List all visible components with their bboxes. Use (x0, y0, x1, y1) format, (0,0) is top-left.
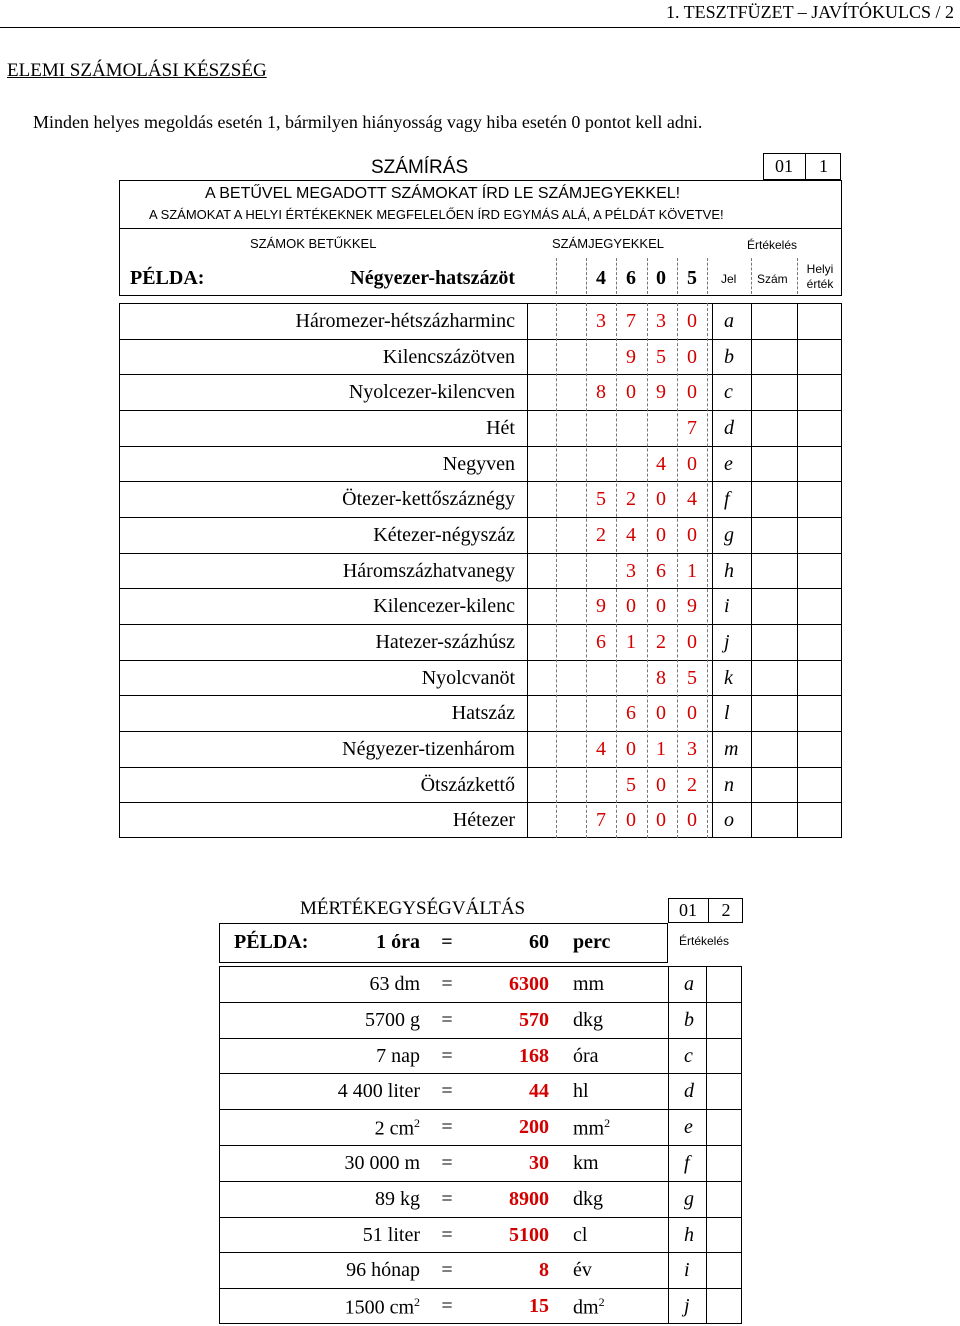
row-divider (119, 695, 842, 696)
answer-value: 200 (519, 1116, 549, 1139)
answer-digit: 9 (596, 595, 606, 618)
row-letter: j (724, 631, 730, 654)
equals-sign: = (441, 1044, 453, 1067)
row-divider (119, 553, 842, 554)
source-quantity (270, 1188, 420, 1211)
task2-num: 2 (721, 900, 731, 920)
row-divider (119, 588, 842, 589)
col-digits-header: SZÁMJEGYEKKEL (552, 236, 664, 251)
row-divider (119, 624, 842, 625)
source-value: 1500 cm (344, 1296, 414, 1319)
example-digit: 5 (687, 267, 697, 289)
source-value: 30 000 m (344, 1152, 420, 1174)
task1-num: 1 (819, 156, 828, 176)
answer-digit: 4 (656, 452, 666, 475)
column-line (751, 303, 752, 838)
number-in-words: Háromezer-hétszázharminc (295, 310, 515, 332)
row-letter: a (684, 973, 694, 995)
target-unit-text: mm (573, 973, 605, 995)
number-in-words: Nyolcezer-kilencven (348, 381, 515, 404)
answer-digit: 8 (656, 666, 666, 689)
answer-digit: 2 (626, 488, 636, 511)
answer-digit: 0 (626, 595, 636, 618)
answer-digit: 3 (687, 738, 697, 761)
row-letter: c (684, 1044, 693, 1067)
answer-value: 5100 (509, 1223, 549, 1246)
source-quantity (270, 1295, 420, 1320)
task1-title: SZÁMÍRÁS (371, 157, 469, 178)
row-divider (119, 660, 842, 661)
number-in-words: Hatszáz (451, 702, 515, 725)
target-unit-text: dkg (573, 1187, 603, 1210)
col-words-header: SZÁMOK BETŰKKEL (250, 236, 377, 251)
source-exponent: 2 (414, 1295, 420, 1310)
answer-digit: 0 (656, 524, 666, 547)
row-letter: c (724, 381, 733, 404)
target-unit (573, 1116, 610, 1141)
number-in-words: Kétezer-négyszáz (373, 524, 515, 547)
equals-sign: = (441, 1223, 453, 1246)
target-unit-text: dkg (573, 1008, 603, 1031)
row-divider (119, 767, 842, 768)
col-helyi-header (802, 262, 838, 292)
row-letter: b (684, 1008, 694, 1031)
column-line (712, 303, 713, 838)
answer-digit: 6 (656, 559, 666, 582)
target-unit-text: hl (573, 1080, 589, 1103)
source-value: 7 nap (376, 1044, 420, 1067)
target-unit (573, 1259, 592, 1282)
task2-example-unit: perc (573, 931, 611, 953)
answer-digit: 5 (687, 666, 697, 689)
col-szam-header: Szám (757, 272, 788, 286)
row-letter: b (724, 345, 734, 368)
row-divider (119, 410, 842, 411)
source-value: 63 dm (369, 973, 420, 995)
number-in-words: Hét (486, 417, 515, 439)
source-quantity (270, 1116, 420, 1141)
source-quantity (270, 1152, 420, 1175)
column-line (706, 966, 707, 1324)
number-in-words: Kilencszázötven (382, 345, 515, 368)
source-quantity (270, 1045, 420, 1068)
answer-digit: 0 (687, 452, 697, 475)
column-line (527, 303, 528, 838)
number-in-words: Háromszázhatvanegy (342, 559, 515, 582)
row-letter: m (724, 738, 739, 761)
row-letter: d (684, 1080, 694, 1103)
digit-column-line (677, 303, 678, 838)
equals-sign: = (441, 1008, 453, 1031)
example-digit: 6 (626, 267, 636, 289)
target-unit-text: km (573, 1152, 599, 1174)
target-unit (573, 1009, 603, 1032)
answer-digit: 1 (687, 559, 697, 582)
source-quantity (270, 1224, 420, 1247)
example-digit: 0 (656, 267, 666, 289)
task2-eval-header: Értékelés (679, 934, 730, 948)
answer-digit: 0 (656, 773, 666, 796)
answer-digit: 4 (687, 488, 697, 511)
col-helyi-line2: érték (806, 277, 834, 291)
row-divider (119, 374, 842, 375)
target-unit (573, 973, 604, 996)
answer-digit: 0 (687, 524, 697, 547)
target-unit-text: cl (573, 1223, 588, 1246)
row-divider (119, 517, 842, 518)
answer-digit: 9 (626, 345, 636, 368)
row-letter: g (724, 524, 734, 547)
answer-digit: 0 (687, 702, 697, 725)
row-letter: k (724, 666, 733, 689)
source-value: 4 400 liter (337, 1080, 420, 1103)
row-letter: i (684, 1259, 690, 1282)
equals-sign: = (441, 1295, 453, 1318)
row-letter: l (724, 702, 730, 725)
answer-digit: 1 (626, 631, 636, 654)
number-in-words: Hatezer-százhúsz (375, 631, 515, 654)
answer-digit: 7 (687, 417, 697, 439)
row-letter: a (724, 310, 734, 332)
number-in-words: Hétezer (452, 809, 515, 832)
target-unit (573, 1224, 587, 1247)
answer-digit: 3 (626, 559, 636, 582)
column-line (668, 966, 669, 1324)
answer-digit: 5 (656, 345, 666, 368)
row-divider (219, 1217, 742, 1218)
col-eval-header: Értékelés (747, 238, 798, 252)
row-divider (119, 481, 842, 482)
target-unit (573, 1045, 599, 1068)
equals-sign: = (441, 973, 453, 995)
target-unit-exponent: 2 (598, 1295, 605, 1310)
answer-digit: 5 (626, 773, 636, 796)
source-value: 89 kg (375, 1187, 420, 1210)
answer-digit: 9 (656, 381, 666, 404)
source-exponent: 2 (414, 1116, 420, 1131)
answer-digit: 0 (687, 631, 697, 654)
target-unit-text: mm (573, 1117, 605, 1140)
answer-value: 570 (519, 1008, 549, 1031)
source-value: 5700 g (365, 1008, 420, 1031)
source-value: 51 liter (362, 1223, 420, 1246)
row-divider (219, 1145, 742, 1146)
number-in-words: Ötszázkettő (420, 773, 515, 796)
intro-text: Minden helyes megoldás esetén 1, bármilyen hiányosság vagy hiba esetén 0 pontot kell adni. (33, 112, 703, 132)
answer-digit: 4 (596, 738, 606, 761)
source-quantity (270, 973, 420, 996)
number-in-words: Negyven (442, 452, 515, 475)
answer-digit: 2 (596, 524, 606, 547)
row-letter: f (724, 488, 730, 511)
number-in-words: Kilencezer-kilenc (373, 595, 515, 618)
row-letter: n (724, 773, 734, 796)
target-unit-exponent: 2 (604, 1116, 611, 1131)
equals-sign: = (441, 1152, 453, 1174)
answer-digit: 0 (687, 809, 697, 832)
digit-column-line (616, 303, 617, 838)
target-unit-text: év (573, 1259, 592, 1282)
answer-digit: 1 (656, 738, 666, 761)
digit-column-line (556, 303, 557, 838)
row-divider (119, 802, 842, 803)
answer-digit: 4 (626, 524, 636, 547)
row-divider (119, 446, 842, 447)
answer-digit: 0 (656, 595, 666, 618)
row-divider (219, 1002, 742, 1003)
row-letter: e (724, 452, 733, 475)
equals-sign: = (441, 1259, 453, 1282)
equals-sign: = (441, 1187, 453, 1210)
row-letter: h (724, 559, 734, 582)
target-unit (573, 1188, 603, 1211)
target-unit (573, 1080, 589, 1103)
answer-digit: 3 (596, 310, 606, 332)
answer-value: 15 (529, 1295, 549, 1318)
answer-digit: 0 (656, 702, 666, 725)
target-unit (573, 1152, 599, 1175)
answer-digit: 7 (626, 310, 636, 332)
answer-value: 6300 (509, 973, 549, 995)
task1-instruction-1: A BETŰVEL MEGADOTT SZÁMOKAT ÍRD LE SZÁMJEGYEKKEL! (205, 185, 681, 202)
source-quantity (270, 1009, 420, 1032)
source-value: 96 hónap (346, 1259, 420, 1282)
row-letter: j (684, 1295, 690, 1318)
answer-digit: 6 (626, 702, 636, 725)
answer-value: 168 (519, 1044, 549, 1067)
task2-example-value: 60 (529, 931, 549, 953)
row-divider (219, 1109, 742, 1110)
target-unit-text: dm (573, 1296, 599, 1319)
answer-digit: 3 (656, 310, 666, 332)
column-line (797, 303, 798, 838)
row-letter: o (724, 809, 734, 832)
row-letter: f (684, 1152, 690, 1174)
number-in-words: Ötezer-kettőszáznégy (342, 488, 515, 511)
answer-digit: 0 (687, 345, 697, 368)
row-divider (219, 1181, 742, 1182)
task2-title: MÉRTÉKEGYSÉGVÁLTÁS (300, 898, 526, 919)
task2-code: 01 (679, 900, 697, 920)
page-header: 1. TESZTFÜZET – JAVÍTÓKULCS / 2 (665, 2, 954, 22)
answer-digit: 2 (656, 631, 666, 654)
task2-example-left: 1 óra (376, 931, 420, 953)
answer-digit: 0 (656, 809, 666, 832)
answer-digit: 0 (687, 310, 697, 332)
example-digit: 4 (596, 267, 606, 289)
col-helyi-line1: Helyi (806, 262, 834, 276)
number-in-words: Nyolcvanöt (421, 666, 515, 689)
digit-column-line (586, 303, 587, 838)
answer-value: 8 (539, 1259, 549, 1282)
answer-value: 44 (529, 1080, 549, 1103)
answer-digit: 0 (687, 381, 697, 404)
answer-value: 30 (529, 1152, 549, 1174)
row-letter: i (724, 595, 730, 618)
task1-example-words: Négyezer-hatszázöt (350, 267, 515, 289)
row-letter: e (684, 1116, 693, 1139)
digit-column-line (647, 303, 648, 838)
row-divider (119, 339, 842, 340)
answer-value: 8900 (509, 1187, 549, 1210)
task1-example-label: PÉLDA: (130, 267, 205, 289)
equals-sign: = (441, 1080, 453, 1103)
row-divider (219, 1038, 742, 1039)
row-letter: h (684, 1223, 694, 1246)
answer-digit: 2 (687, 773, 697, 796)
task2-example-eq: = (441, 931, 453, 953)
target-unit (573, 1295, 605, 1320)
row-letter: d (724, 417, 734, 439)
answer-digit: 7 (596, 809, 606, 832)
row-divider (219, 1073, 742, 1074)
answer-digit: 0 (656, 488, 666, 511)
source-value: 2 cm (374, 1117, 414, 1140)
answer-digit: 0 (626, 738, 636, 761)
row-divider (219, 1252, 742, 1253)
task1-instruction-2: A SZÁMOKAT A HELYI ÉRTÉKEKNEK MEGFELELŐEN ÍRD EGYMÁS ALÁ, A PÉLDÁT KÖVETVE! (149, 207, 724, 222)
target-unit-text: óra (573, 1044, 599, 1067)
section-title: ELEMI SZÁMOLÁSI KÉSZSÉG (7, 60, 267, 81)
row-divider (119, 731, 842, 732)
col-jel-header: Jel (721, 272, 737, 286)
source-quantity (270, 1080, 420, 1103)
answer-digit: 8 (596, 381, 606, 404)
answer-digit: 0 (626, 381, 636, 404)
digit-column-line (707, 303, 708, 838)
task2-example-label: PÉLDA: (234, 931, 309, 953)
row-divider (219, 1288, 742, 1289)
number-in-words: Négyezer-tizenhárom (342, 738, 515, 761)
answer-digit: 9 (687, 595, 697, 618)
source-quantity (270, 1259, 420, 1282)
answer-digit: 0 (626, 809, 636, 832)
task1-code: 01 (775, 156, 793, 176)
answer-digit: 6 (596, 631, 606, 654)
equals-sign: = (441, 1116, 453, 1139)
row-letter: g (684, 1187, 694, 1210)
answer-digit: 5 (596, 488, 606, 511)
